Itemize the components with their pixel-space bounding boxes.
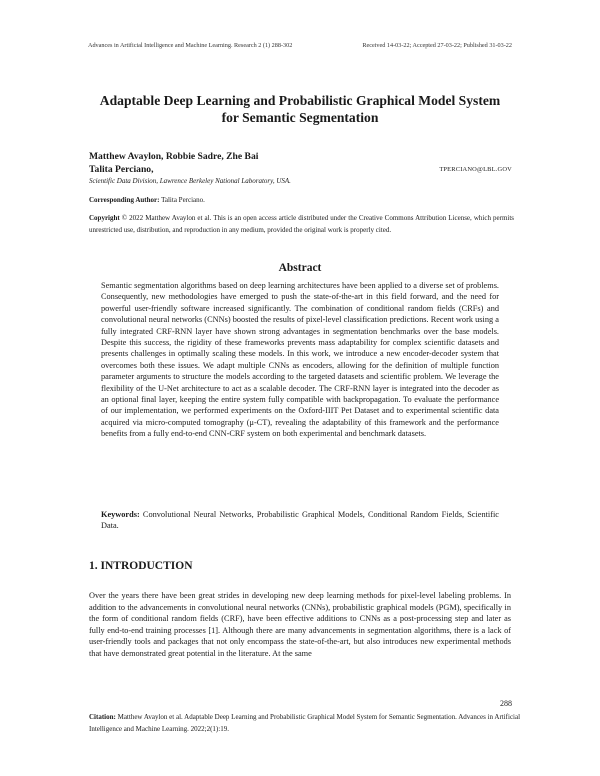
author-email[interactable]: TPERCIANO@LBL.GOV xyxy=(439,166,512,173)
keywords xyxy=(101,509,499,532)
keywords-label: Keywords: xyxy=(101,510,140,519)
copyright-notice xyxy=(89,213,514,236)
citation-text: Matthew Avaylon et al. Adaptable Deep Learning and Probabilistic Graphical Model System for Semantic Segmentation. Advances in Artificial Intelligence and Machine Learning. 2022;2(1):19. xyxy=(89,713,521,733)
citation-label: Citation: xyxy=(89,713,116,721)
corresponding-author xyxy=(89,196,205,204)
journal-header-info: Advances in Artificial Intelligence and Machine Learning. Research 2 (1) 288-302 xyxy=(88,42,293,49)
corresponding-author-name: Talita Perciano. xyxy=(161,196,205,204)
page-number: 288 xyxy=(500,699,512,708)
citation-footer xyxy=(89,712,529,735)
copyright-label: Copyright xyxy=(89,214,120,222)
corresponding-author-label: Corresponding Author: xyxy=(89,196,160,204)
copyright-text: © 2022 Matthew Avaylon et al. This is an open access article distributed under the Creative Commons Attribution License, which permits unrestricted use, distribution, and reproduction in any medium, provided the original work is properly cited. xyxy=(89,214,514,234)
keywords-text: Convolutional Neural Networks, Probabilistic Graphical Models, Conditional Random Fields, Scientific Data. xyxy=(101,510,499,531)
abstract-body: Semantic segmentation algorithms based on deep learning architectures have been applied to a diverse set of problems. Consequently, new methodologies have emerged to push the state-of-the-art in this field forward, and the need for powerful user-friendly software increased significantly. The combination of conditional random fields (CRFs) and convolutional neural networks (CNNs) boosted the results of pixel-level classification predictions. Recent work using a fully integrated CRF-RNN layer have shown strong advantages in segmentation benchmarks over the base models. Despite this success, the rigidity of these frameworks prevents mass adaptability for complex scientific datasets and presents challenges in optimally scaling these models. In this work, we introduce a new encoder-decoder system that overcomes both these issues. We adapt multiple CNNs as encoders, allowing for the definition of multiple function parameter arguments to structure the models according to the targeted datasets and scientific problem. We leverage the flexibility of the U-Net architecture to act as a scalable decoder. The CRF-RNN layer is integrated into the decoder as an optional final layer, keeping the entire system fully compatible with backpropagation. To evaluate the performance of our implementation, we performed experiments on the Oxford-IIIT Pet Dataset and to experimental scientific data acquired via micro-computed tomography (μ-CT), revealing the adaptability of this framework and the performance benefits from a fully end-to-end CNN-CRF system on both experimental and benchmark datasets. xyxy=(101,281,499,439)
paper-title-line-1: Adaptable Deep Learning and Probabilistic Graphical Model System xyxy=(99,93,501,108)
paper-title xyxy=(60,92,540,126)
affiliation: Scientific Data Division, Lawrence Berkeley National Laboratory, USA. xyxy=(89,177,291,185)
paper-title-line-2: for Semantic Segmentation xyxy=(221,110,379,125)
publication-dates: Received 14-03-22; Accepted 27-03-22; Published 31-03-22 xyxy=(362,42,512,49)
authors-line-1: Matthew Avaylon, Robbie Sadre, Zhe Bai xyxy=(89,151,259,162)
authors-line-2: Talita Perciano, xyxy=(89,164,154,175)
introduction-body: Over the years there have been great strides in developing new deep learning methods for pixel-level labeling problems. In addition to the advancements in convolutional neural networks (CNNs), probabilistic graphical models (PGM), specifically in the form of conditional random fields (CRF), have been effective additions to CNNs as a post-processing step and later as fully end-to-end training processes [1]. Although there are many advancements in segmentation algorithms, there is a lack of user-friendly tools and packages that not only encompass the state-of-the-art, but also introduces new experimental methods that have demonstrated great potential in the literature. At the same xyxy=(89,591,511,658)
abstract-heading: Abstract xyxy=(278,262,322,274)
section-heading-introduction: 1. INTRODUCTION xyxy=(89,560,193,572)
